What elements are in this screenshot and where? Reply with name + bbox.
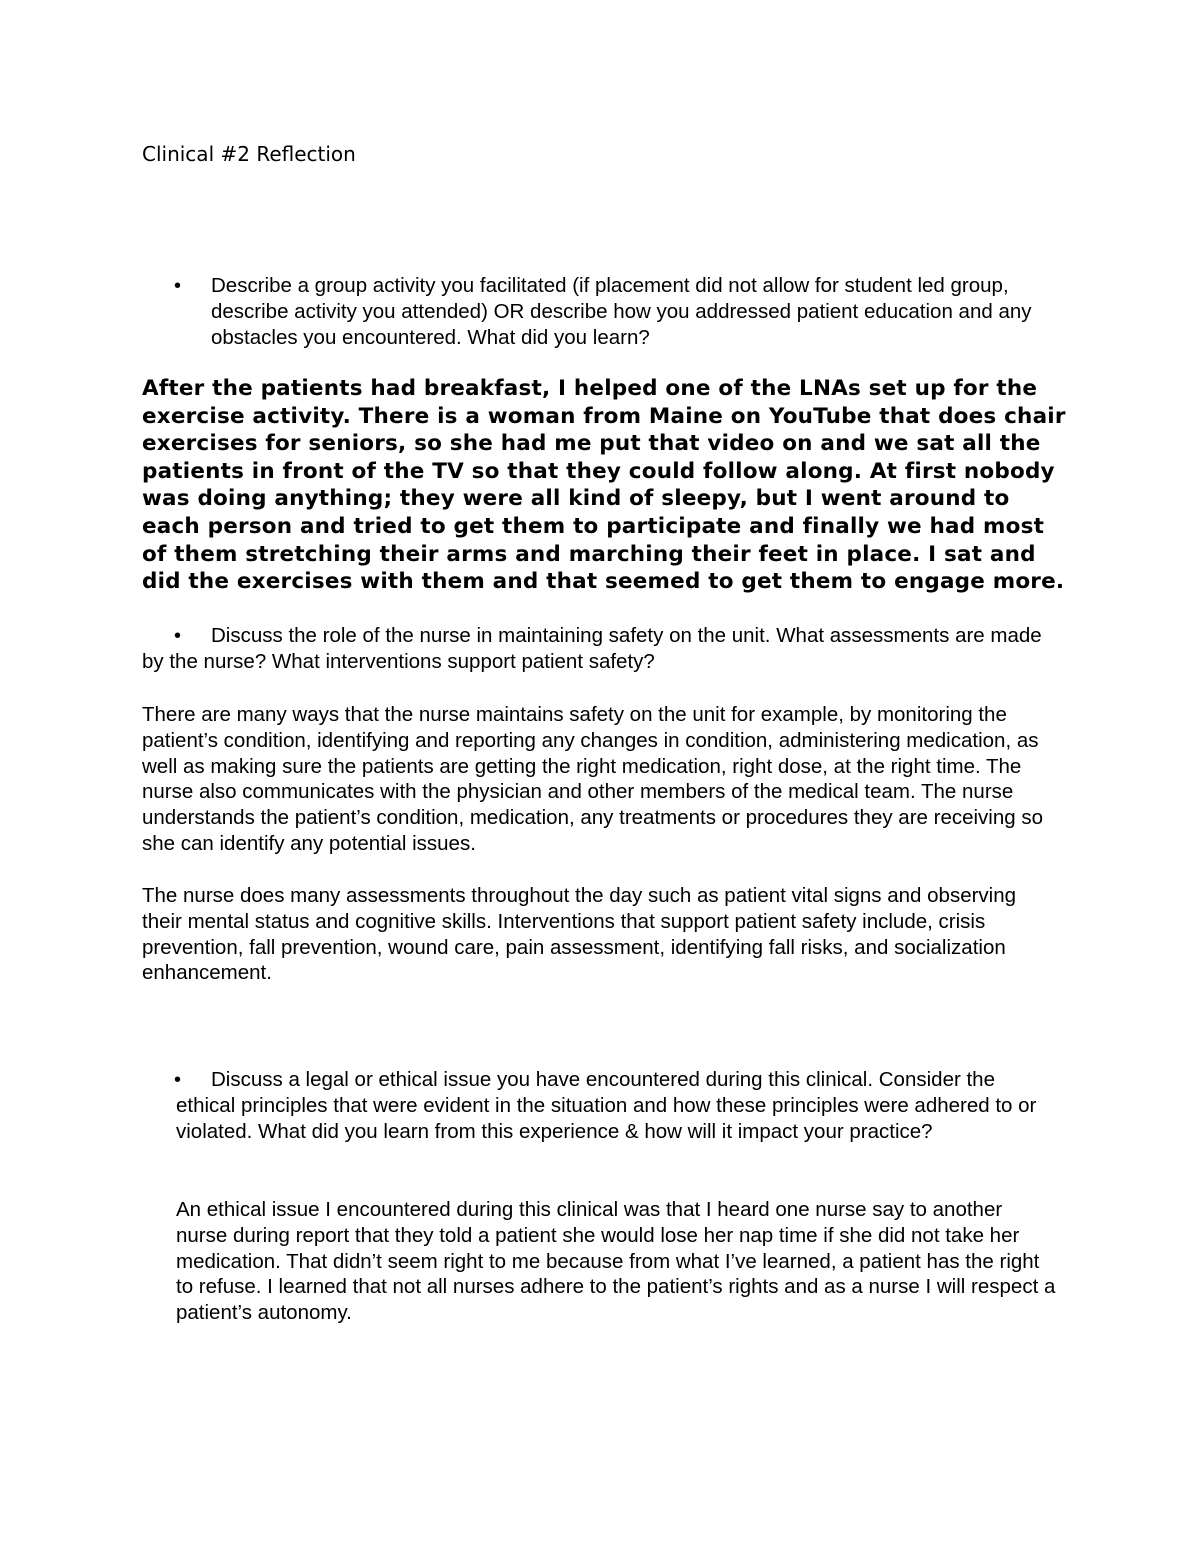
document-title: Clinical #2 Reflection (142, 142, 356, 166)
answer-2-paragraph-2: The nurse does many assessments throughout the day such as patient vital signs and observing their mental status and cognitive skills. Interventions that support patient safety include, crisis prevention, fall prevention, wound care, pain assessment, identifying fall risks, and socialization enhancement. (142, 884, 1017, 985)
question-1-text: Describe a group activity you facilitated (if placement did not allow for student led group, describe activity you attended) OR describe how you addressed patient education and any obstacles you encountered. What did you learn? (211, 274, 1032, 349)
bullet-1-icon: • (174, 275, 182, 297)
answer-1-paragraph: After the patients had breakfast, I helped one of the LNAs set up for the exercise activity. There is a woman from Maine on YouTube that does chair exercises for seniors, so she had me put that video on and we sat all the patients in front of the TV so that they could follow along. At first nobody was doing anything; they were all kind of sleepy, but I went around to each person and tried to get them to participate and finally we had most of them stretching their arms and marching their feet in place. I sat and did the exercises with them and that seemed to get them to engage more. (142, 376, 1066, 595)
answer-2-paragraph-1: There are many ways that the nurse maintains safety on the unit for example, by monitoring the patient’s condition, identifying and reporting any changes in condition, administering medication, as well as making sure the patients are getting the right medication, right dose, at the right time. The nurse also communicates with the physician and other members of the medical team. The nurse understands the patient’s condition, medication, any treatments or procedures they are receiving so she can identify any potential issues. (142, 703, 1043, 855)
question-3-bullet (176, 1067, 1056, 1145)
bullet-3-icon: • (174, 1069, 182, 1091)
question-2-bullet (142, 623, 1042, 675)
bullet-2-symbol: • (174, 625, 182, 647)
question-1-bullet (174, 273, 1051, 351)
question-3-text: Discuss a legal or ethical issue you have encountered during this clinical. Consider the ethical principles that were evident in the situation and how these principles were adhered to or violated. What did you learn from this experience & how will it impact your practice? (176, 1068, 1037, 1143)
question-2-text: Discuss the role of the nurse in maintaining safety on the unit. What assessments are made by the nurse? What interventions support patient safety? (142, 624, 1042, 673)
answer-3-paragraph: An ethical issue I encountered during this clinical was that I heard one nurse say to another nurse during report that they told a patient she would lose her nap time if she did not take her medication. That didn’t seem right to me because from what I’ve learned, a patient has the right to refuse. I learned that not all nurses adhere to the patient’s rights and as a nurse I will respect a patient’s autonomy. (176, 1198, 1056, 1325)
